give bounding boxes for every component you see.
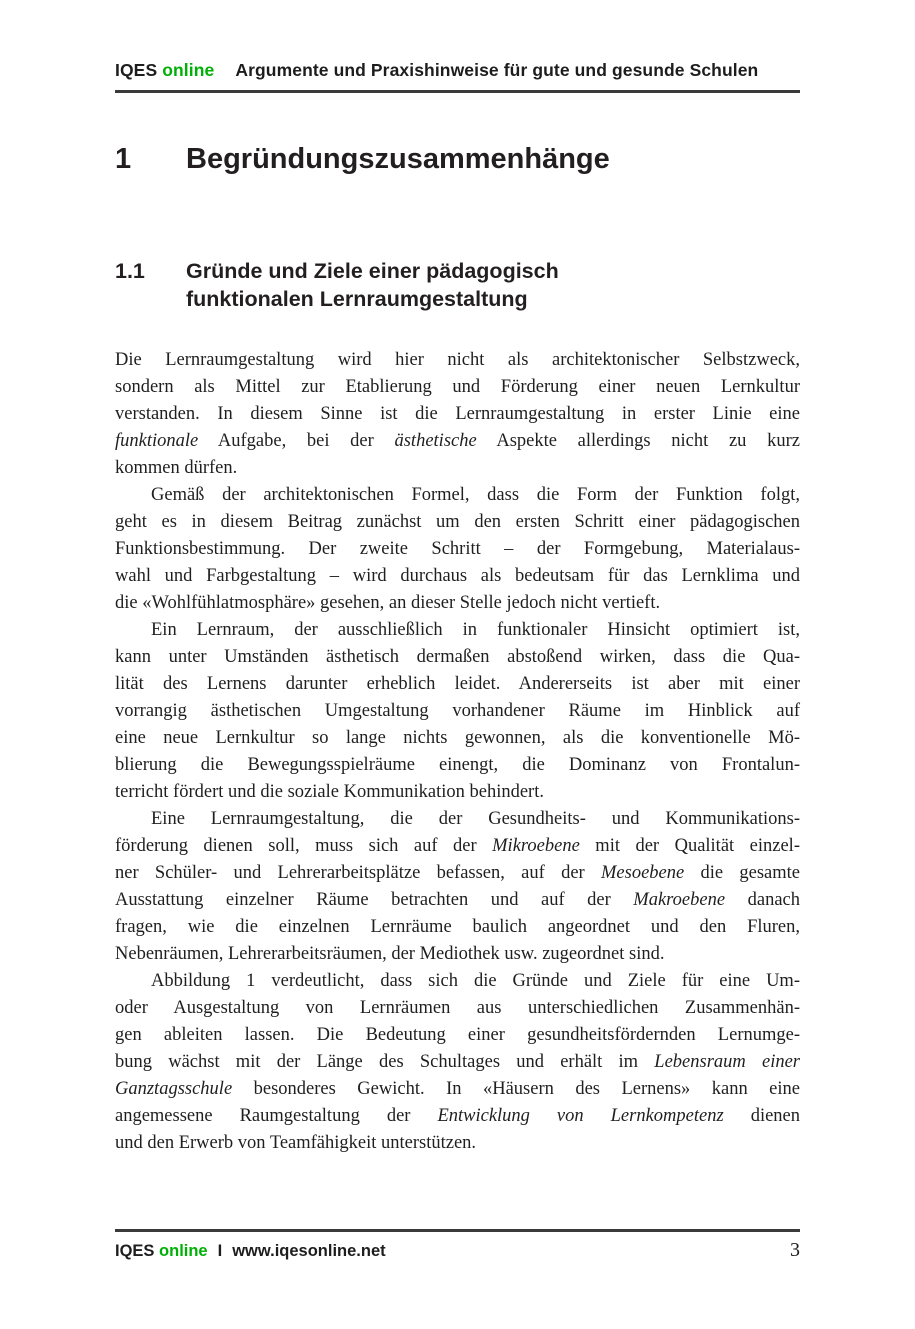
paragraph-line <box>115 644 800 671</box>
body-run: die «Wohlfühlatmosphäre» gesehen, an dieser Stelle jedoch nicht vertieft. <box>115 592 661 613</box>
paragraph-line <box>115 482 800 509</box>
paragraph-line <box>115 536 800 563</box>
body-run: Abbildung 1 verdeutlicht, dass sich die Gründe und Ziele für eine Um- <box>151 970 800 991</box>
header-rule <box>115 90 800 93</box>
footer-rule <box>115 1229 800 1232</box>
body-run: sondern als Mittel zur Etablierung und Förderung einer neuen Lernkultur <box>115 376 800 397</box>
emphasis-text: Makroebene <box>633 889 726 910</box>
body-run: Ausstattung einzelner Räume betrachten und auf der <box>115 889 634 910</box>
body-run: Die Lernraumgestaltung wird hier nicht als architektonischer Selbstzweck, <box>115 349 800 370</box>
emphasis-text: funktionale <box>115 430 199 451</box>
section-title-line-2: funktionalen Lernraumgestaltung <box>186 287 528 311</box>
paragraph-line <box>115 1022 800 1049</box>
paragraph-line <box>115 725 800 752</box>
paragraph <box>115 482 800 617</box>
paragraph-line <box>115 941 800 968</box>
body-run: förderung dienen soll, muss sich auf der <box>115 835 493 856</box>
body-run: dienen <box>723 1105 800 1126</box>
body-run: oder Ausgestaltung von Lernräumen aus unterschiedlichen Zusammenhän- <box>115 997 800 1018</box>
paragraph-line <box>115 806 800 833</box>
body-run: und den Erwerb von Teamfähigkeit unterstützen. <box>115 1132 477 1153</box>
header-title: Argumente und Praxishinweise für gute und gesunde Schulen <box>235 60 759 80</box>
body-run: Aspekte allerdings nicht zu kurz <box>476 430 800 451</box>
paragraph-line <box>115 1130 800 1157</box>
body-run: besonderes Gewicht. In «Häusern des Lernens» kann eine <box>232 1078 800 1099</box>
header-brand-iqes: IQES <box>115 60 158 80</box>
paragraph-line <box>115 752 800 779</box>
body-run: fragen, wie die einzelnen Lernräume baulich angeordnet und den Fluren, <box>115 916 800 937</box>
section-title-line-1: Gründe und Ziele einer pädagogisch <box>186 258 559 283</box>
body-text <box>115 347 800 1157</box>
emphasis-text: Mikroebene <box>492 835 580 856</box>
body-run: eine neue Lernkultur so lange nichts gewonnen, als die konventionelle Mö- <box>115 727 800 748</box>
paragraph-line <box>115 509 800 536</box>
footer-brand-iqes: IQES <box>115 1241 155 1260</box>
emphasis-text: ästhetische <box>394 430 477 451</box>
body-run: danach <box>725 889 800 910</box>
body-run: geht es in diesem Beitrag zunächst um den ersten Schritt einer pädagogischen <box>115 511 800 532</box>
header-brand-online: online <box>162 60 215 80</box>
body-run: angemessene Raumgestaltung der <box>115 1105 438 1126</box>
paragraph-line <box>115 833 800 860</box>
body-run: Gemäß der architektonischen Formel, dass die Form der Funktion folgt, <box>151 484 800 505</box>
paragraph-line <box>115 995 800 1022</box>
body-run: blierung die Bewegungsspielräume einengt, die Dominanz von Frontalun- <box>115 754 800 775</box>
body-run: vorrangig ästhetischen Umgestaltung vorhandener Räume im Hinblick auf <box>115 700 800 721</box>
paragraph-line <box>115 401 800 428</box>
paragraph-line <box>115 1103 800 1130</box>
paragraph-line <box>115 590 800 617</box>
chapter-title: Begründungszusammenhänge <box>186 142 610 175</box>
paragraph-line <box>115 887 800 914</box>
chapter-number: 1 <box>115 142 132 175</box>
body-run: gen ableiten lassen. Die Bedeutung einer gesundheitsfördernden Lernumge- <box>115 1024 800 1045</box>
paragraph-line <box>115 563 800 590</box>
body-run: die gesamte <box>684 862 800 883</box>
paragraph <box>115 968 800 1157</box>
paragraph-line <box>115 698 800 725</box>
paragraph-line <box>115 779 800 806</box>
body-run: terricht fördert und die soziale Kommunikation behindert. <box>115 781 544 802</box>
body-run: bung wächst mit der Länge des Schultages und erhält im <box>115 1051 655 1072</box>
page-number: 3 <box>790 1238 800 1261</box>
paragraph-line <box>115 914 800 941</box>
footer-url: www.iqesonline.net <box>232 1241 386 1260</box>
body-run: ner Schüler- und Lehrerarbeitsplätze befassen, auf der <box>115 862 601 883</box>
footer-brand <box>115 1242 386 1261</box>
page-footer <box>115 1229 800 1262</box>
paragraph-line <box>115 1076 800 1103</box>
paragraph-line <box>115 347 800 374</box>
paragraph-line <box>115 428 800 455</box>
paragraph-line <box>115 455 800 482</box>
paragraph-line <box>115 968 800 995</box>
body-run: verstanden. In diesem Sinne ist die Lernraumgestaltung in erster Linie eine <box>115 403 800 424</box>
section-number: 1.1 <box>115 258 145 283</box>
emphasis-text: Entwicklung von Lernkompetenz <box>437 1105 724 1126</box>
page-header <box>115 0 800 82</box>
body-run: kommen dürfen. <box>115 457 238 478</box>
body-run: mit der Qualität einzel- <box>579 835 800 856</box>
emphasis-text: Ganztagsschule <box>115 1078 233 1099</box>
section-title <box>186 257 559 314</box>
body-run: Ein Lernraum, der ausschließlich in funktionaler Hinsicht optimiert ist, <box>151 619 800 640</box>
emphasis-text: Mesoebene <box>601 862 685 883</box>
paragraph-line <box>115 1049 800 1076</box>
paragraph-line <box>115 374 800 401</box>
body-run: kann unter Umständen ästhetisch dermaßen abstoßend wirken, dass die Qua- <box>115 646 800 667</box>
body-run: Aufgabe, bei der <box>198 430 395 451</box>
chapter-heading <box>115 143 800 176</box>
paragraph <box>115 806 800 968</box>
footer-brand-online: online <box>159 1241 208 1260</box>
body-run: wahl und Farbgestaltung – wird durchaus als bedeutsam für das Lernklima und <box>115 565 800 586</box>
body-run: lität des Lernens darunter erheblich leidet. Andererseits ist aber mit einer <box>115 673 800 694</box>
paragraph-line <box>115 617 800 644</box>
footer-separator: I <box>217 1241 223 1260</box>
body-run: Eine Lernraumgestaltung, die der Gesundheits- und Kommunikations- <box>151 808 800 829</box>
paragraph <box>115 617 800 806</box>
paragraph-line <box>115 860 800 887</box>
body-run: Funktionsbestimmung. Der zweite Schritt – der Formgebung, Materialaus- <box>115 538 800 559</box>
emphasis-text: Lebensraum einer <box>654 1051 800 1072</box>
section-heading <box>115 257 800 314</box>
paragraph <box>115 347 800 482</box>
body-run: Nebenräumen, Lehrerarbeitsräumen, der Mediothek usw. zugeordnet sind. <box>115 943 665 964</box>
paragraph-line <box>115 671 800 698</box>
